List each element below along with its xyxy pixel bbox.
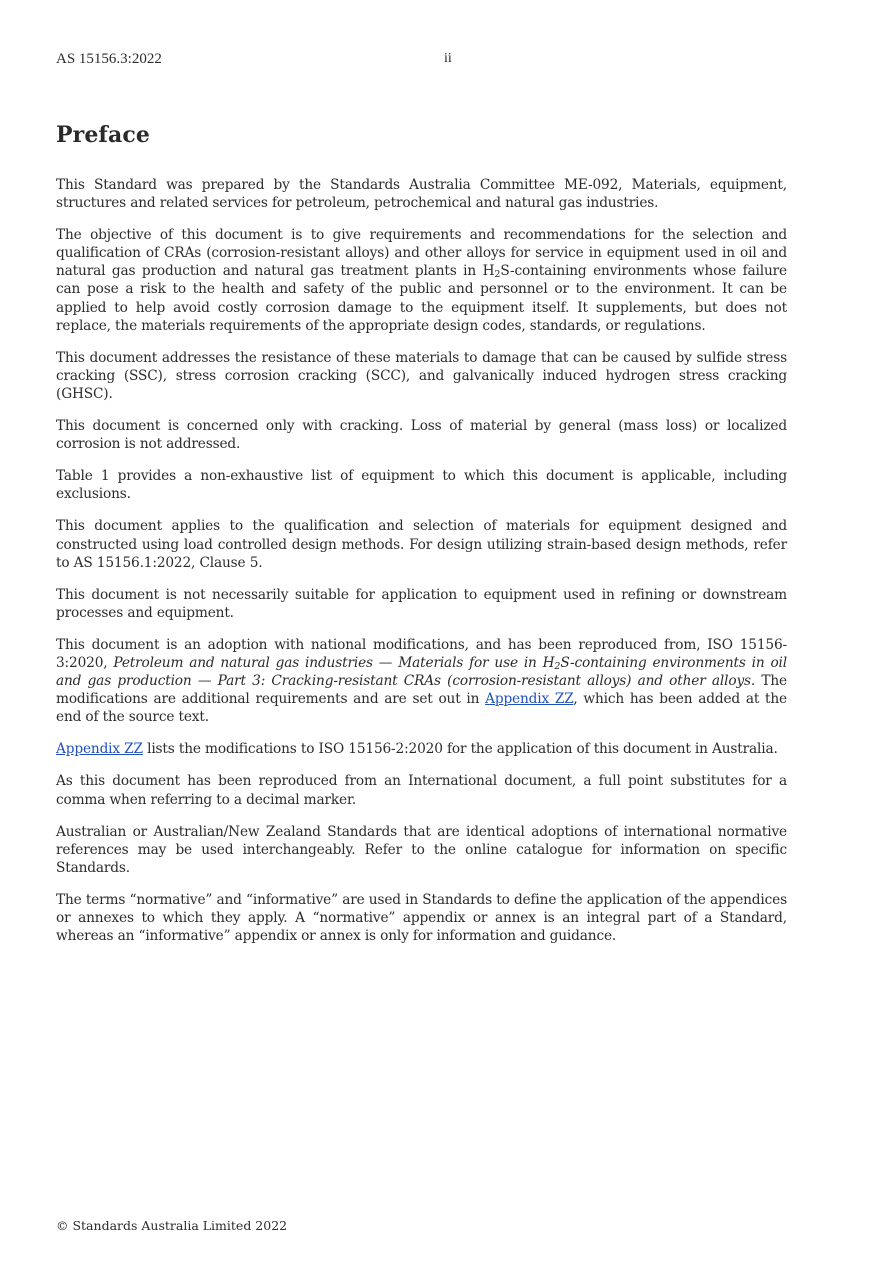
running-header-document-code: AS 15156.3:2022 — [56, 51, 162, 67]
paragraph-appendix-zz: Appendix ZZ lists the modifications to ISO 15156-2:2020 for the application of this document in Australia. — [56, 741, 778, 758]
preface-body — [56, 176, 787, 959]
paragraph-adoption: This document is an adoption with national modifications, and has been reproduced from, ISO 15156-3:2020, Petroleum and natural gas industries — Materials for use in $H_2S$-containing environments in oil and gas production — Part 3: Cracking-resistant CRAs (corrosion-resistant alloys) and other alloys. The modifications are additional requirements and are set out in Appendix ZZ, which has been added at the end of the source text. — [56, 636, 788, 726]
appendix-zz-link[interactable]: Appendix ZZ — [485, 691, 574, 708]
paragraph-cracking-scope: This document is concerned only with cracking. Loss of material by general (mass loss) or localized corrosion is not addressed. — [56, 418, 787, 453]
paragraph-table-1: Table 1 provides a non-exhaustive list of equipment to which this document is applicable, including exclusions. — [56, 468, 787, 503]
appendix-zz-link-2[interactable]: Appendix ZZ — [56, 741, 143, 758]
page-number: ii — [444, 51, 452, 66]
iso-title-italic: Petroleum and natural gas industries — Materials for use in $H_2S$-containing environments in oil and gas production — Part 3: Cracking-resistant CRAs (corrosion-resistant alloys) and other alloys — [56, 654, 787, 690]
section-heading: Preface — [56, 122, 150, 148]
paragraph-committee: This Standard was prepared by the Standards Australia Committee ME-092, Materials, equipment, structures and related services for petroleum, petrochemical and natural gas industries. — [56, 177, 787, 212]
paragraph-objective: The objective of this document is to give requirements and recommendations for the selection and qualification of CRAs (corrosion-resistant alloys) and other alloys for service in equipment used in oil and natural gas production and natural gas treatment plants in $H_2S$-containing environments whose failure can pose a risk to the health and safety of the public and personnel or to the environment. It can be applied to help avoid costly corrosion damage to the equipment itself. It supplements, but does not replace, the materials requirements of the appropriate design codes, standards, or regulations. — [56, 227, 787, 334]
paragraph-normative-informative: The terms “normative” and “informative” are used in Standards to define the application of the appendices or annexes to which they apply. A “normative” appendix or annex is an integral part of a Standard, whereas an “informative” appendix or annex is only for information and guidance. — [56, 891, 787, 945]
copyright-footer: © Standards Australia Limited 2022 — [56, 1218, 288, 1233]
paragraph-normative-references: Australian or Australian/New Zealand Standards that are identical adoptions of international normative references may be used interchangeably. Refer to the online catalogue for information on specific Standards. — [56, 823, 787, 876]
paragraph-refining: This document is not necessarily suitable for application to equipment used in refining or downstream processes and equipment. — [56, 586, 787, 621]
paragraph-qualification: This document applies to the qualification and selection of materials for equipment designed and constructed using load controlled design methods. For design utilizing strain-based design methods, refer to AS 15156.1:2022, Clause 5. — [56, 518, 787, 571]
paragraph-resistance: This document addresses the resistance of these materials to damage that can be caused by sulfide stress cracking (SSC), stress corrosion cracking (SCC), and galvanically induced hydrogen stress cracking (GHSC). — [56, 349, 787, 402]
paragraph-decimal-marker: As this document has been reproduced from an International document, a full point substitutes for a comma when referring to a decimal marker. — [56, 773, 787, 808]
